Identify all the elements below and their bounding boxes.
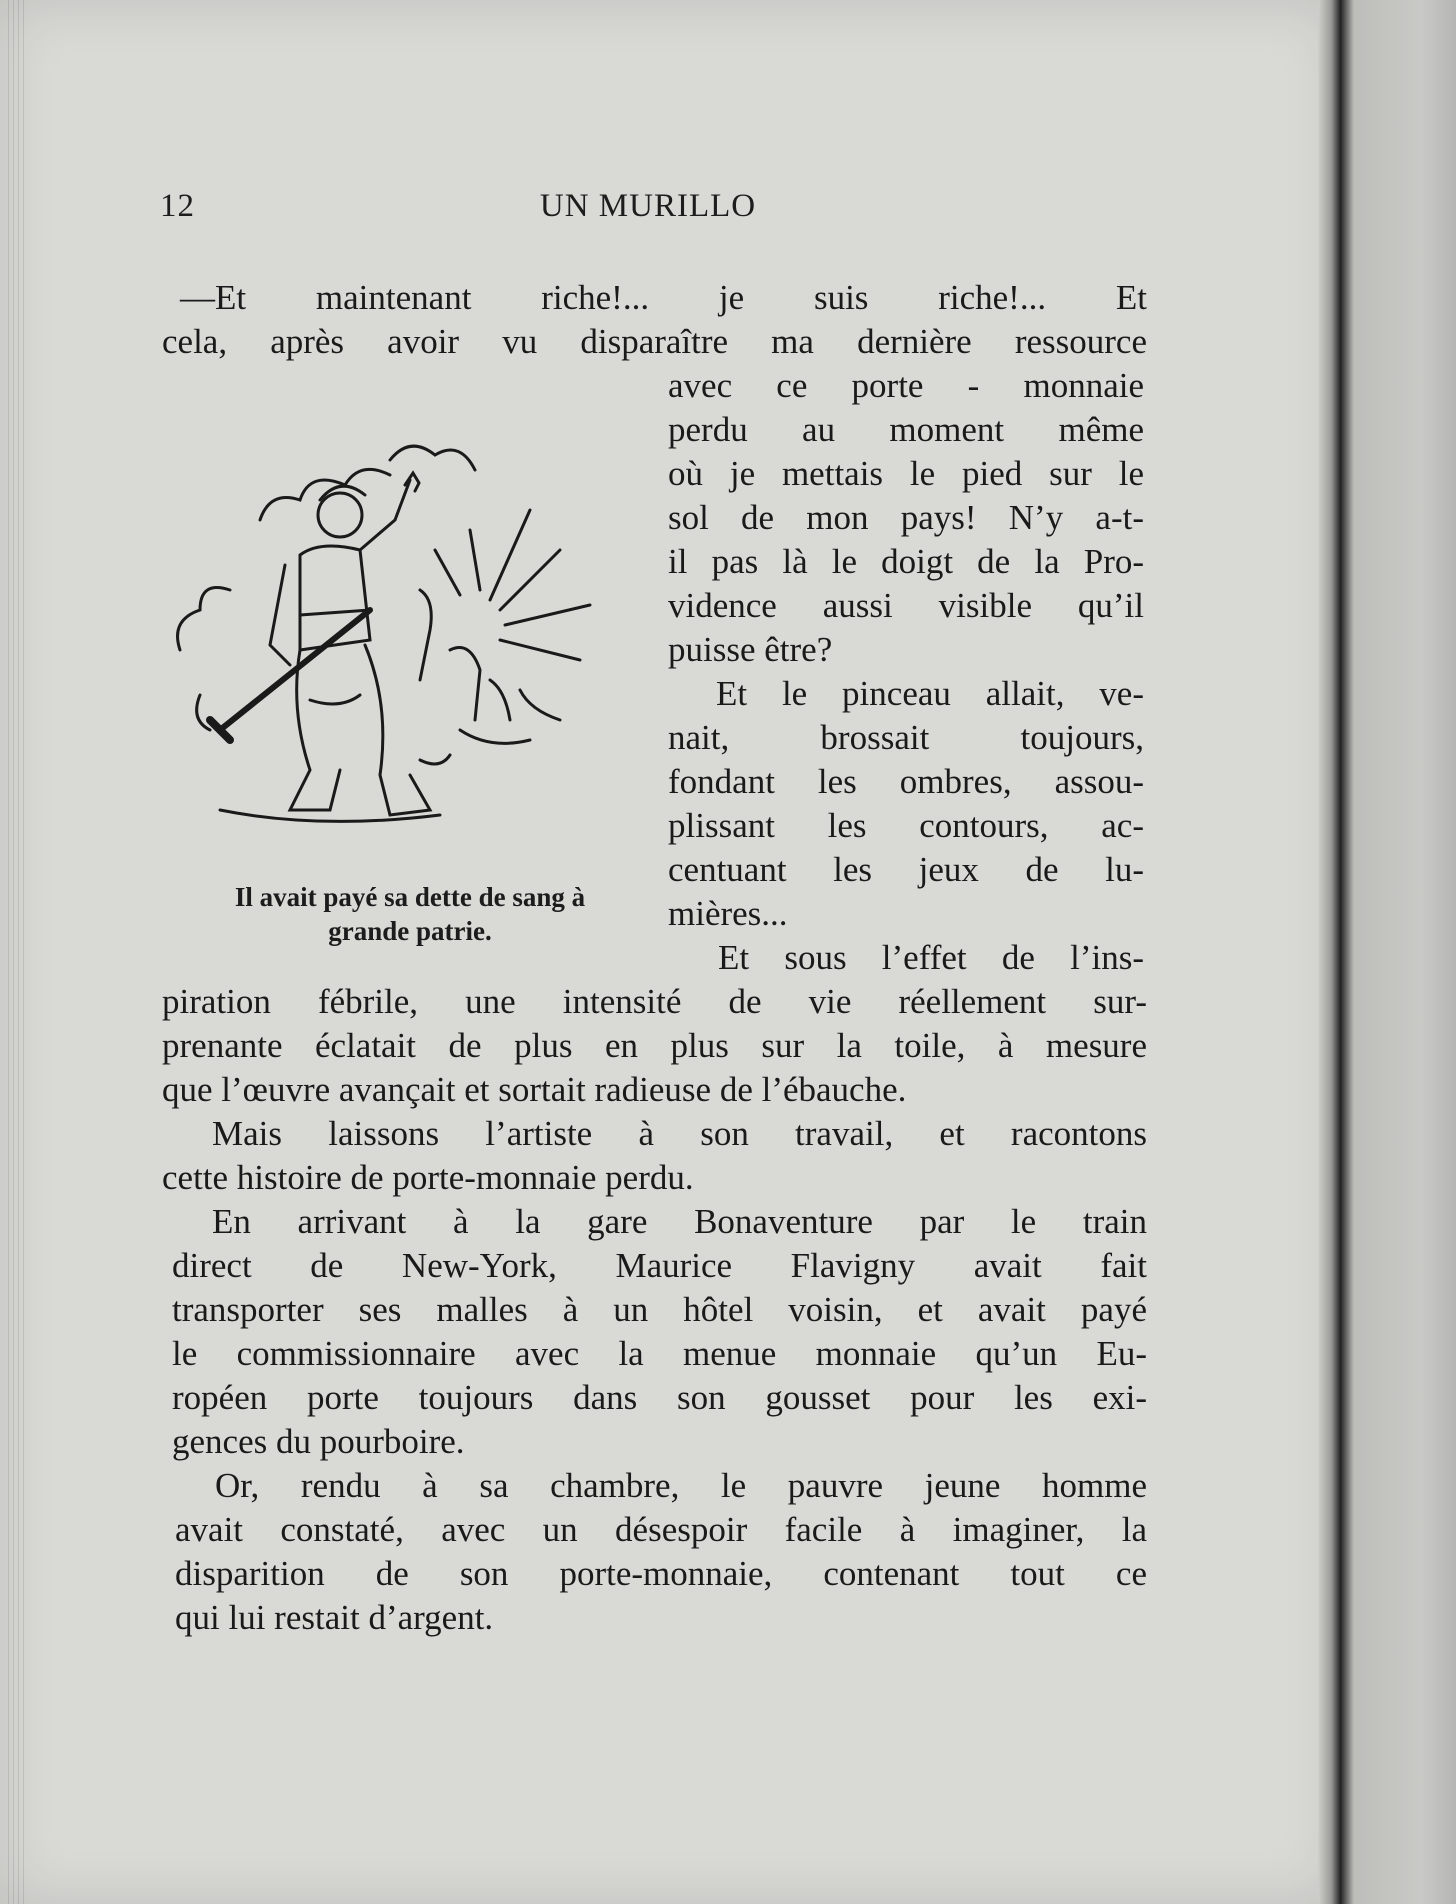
text-line: puisse être? bbox=[668, 630, 833, 669]
text-line: plissant les contours, ac- bbox=[668, 806, 1144, 845]
text-line: centuant les jeux de lu- bbox=[668, 850, 1144, 889]
text-line: Et sous l’effet de l’ins- bbox=[718, 938, 1144, 977]
text-line: il pas là le doigt de la Pro- bbox=[668, 542, 1144, 581]
text-line: disparition de son porte-monnaie, contenant tout ce bbox=[175, 1554, 1147, 1593]
paragraph-4 bbox=[162, 1112, 1147, 1200]
text-line: cette histoire de porte-monnaie perdu. bbox=[162, 1158, 694, 1197]
text-line: ropéen porte toujours dans son gousset pour les exi- bbox=[172, 1378, 1147, 1417]
text-line: que l’œuvre avançait et sortait radieuse de l’ébauche. bbox=[162, 1070, 907, 1109]
text-line: avec ce porte - monnaie bbox=[668, 366, 1144, 405]
text-line: fondant les ombres, assou- bbox=[668, 762, 1144, 801]
wrapped-text-column bbox=[668, 364, 1144, 980]
paragraph-1 bbox=[162, 276, 1147, 364]
paragraph-5 bbox=[172, 1200, 1147, 1464]
page-gutter-shadow bbox=[1318, 0, 1340, 1904]
text-line: qui lui restait d’argent. bbox=[175, 1598, 494, 1637]
soldier-illustration bbox=[160, 400, 640, 880]
page-binding-edge bbox=[8, 0, 26, 1904]
text-line: mières... bbox=[668, 894, 788, 933]
caption-line: Il avait payé sa dette de sang à bbox=[234, 882, 586, 912]
soldier-illustration-icon bbox=[160, 400, 640, 880]
running-title: UN MURILLO bbox=[539, 188, 757, 224]
text-line: cela, après avoir vu disparaître ma dernière ressource bbox=[162, 322, 1147, 361]
text-line: gences du pourboire. bbox=[172, 1422, 465, 1461]
text-line: nait, brossait toujours, bbox=[668, 718, 1144, 757]
caption-line: grande patrie. bbox=[328, 916, 492, 946]
text-line: Or, rendu à sa chambre, le pauvre jeune homme bbox=[215, 1466, 1147, 1505]
text-line: piration fébrile, une intensité de vie réellement sur- bbox=[162, 982, 1147, 1021]
text-line: perdu au moment même bbox=[668, 410, 1144, 449]
paragraph-3 bbox=[162, 980, 1147, 1112]
text-line: transporter ses malles à un hôtel voisin, et avait payé bbox=[172, 1290, 1147, 1329]
figure-caption bbox=[190, 880, 630, 948]
text-line: direct de New-York, Maurice Flavigny avait fait bbox=[172, 1246, 1147, 1285]
text-line: sol de mon pays! N’y a-t- bbox=[668, 498, 1144, 537]
text-line: Et le pinceau allait, ve- bbox=[716, 674, 1144, 713]
text-line: Mais laissons l’artiste à son travail, et racontons bbox=[212, 1114, 1147, 1153]
text-line: où je mettais le pied sur le bbox=[668, 454, 1144, 493]
text-line: avait constaté, avec un désespoir facile à imaginer, la bbox=[175, 1510, 1147, 1549]
paragraph-6 bbox=[175, 1464, 1147, 1640]
text-line: le commissionnaire avec la menue monnaie qu’un Eu- bbox=[172, 1334, 1147, 1373]
text-line: prenante éclatait de plus en plus sur la toile, à mesure bbox=[162, 1026, 1147, 1065]
text-line: vidence aussi visible qu’il bbox=[668, 586, 1144, 625]
adjacent-page-edge bbox=[1340, 0, 1456, 1904]
text-line: —Et maintenant riche!... je suis riche!... Et bbox=[180, 278, 1147, 317]
text-line: En arrivant à la gare Bonaventure par le train bbox=[212, 1202, 1147, 1241]
page-number: 12 bbox=[160, 188, 195, 224]
